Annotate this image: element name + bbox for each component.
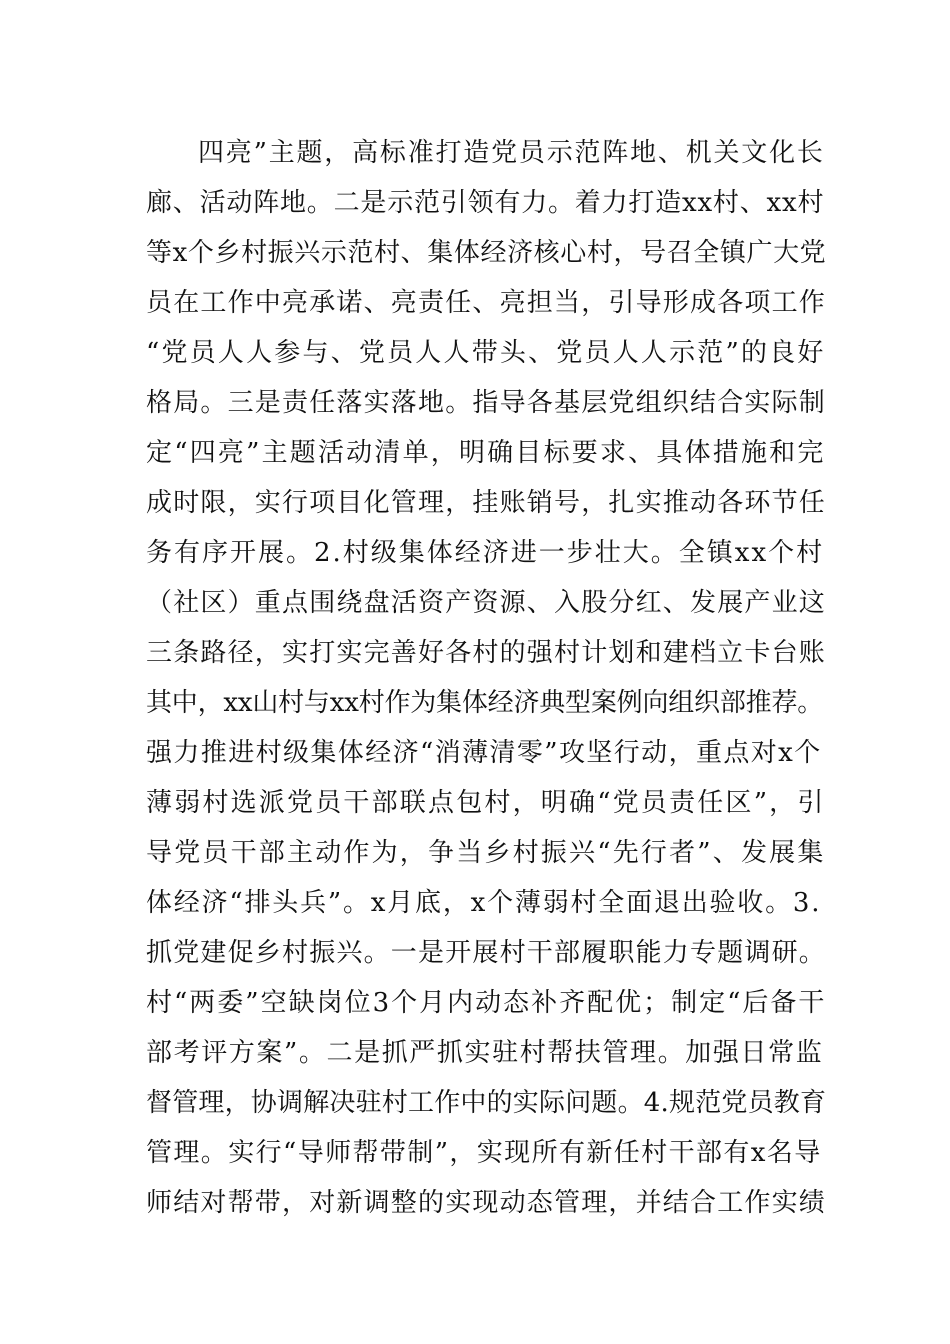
text-line: 务有序开展。2.村级集体经济进一步壮大。全镇xx个村 xyxy=(146,538,825,568)
text-line: 等x个乡村振兴示范村、集体经济核心村，号召全镇广大党 xyxy=(146,238,827,268)
text-line: 管理。实行“导师帮带制”，实现所有新任村干部有x名导 xyxy=(146,1138,822,1168)
text-line: 师结对帮带，对新调整的实现动态管理，并结合工作实绩 xyxy=(146,1188,827,1218)
text-line: 体经济“排头兵”。x月底，x个薄弱村全面退出验收。3. xyxy=(146,888,822,918)
text-line: 三条路径，实打实完善好各村的强村计划和建档立卡台账 xyxy=(146,638,827,668)
text-line: “党员人人参与、党员人人带头、党员人人示范”的良好 xyxy=(146,338,826,368)
text-line: 薄弱村选派党员干部联点包村，明确“党员责任区”，引 xyxy=(146,788,826,818)
text-line: 格局。三是责任落实落地。指导各基层党组织结合实际制 xyxy=(146,388,827,418)
text-line: 强力推进村级集体经济“消薄清零”攻坚行动，重点对x个 xyxy=(146,738,822,768)
body-paragraph xyxy=(146,128,826,1228)
text-line: 部考评方案”。二是抓严抓实驻村帮扶管理。加强日常监 xyxy=(146,1038,824,1068)
text-line: （社区）重点围绕盘活资产资源、入股分红、发展产业这 xyxy=(146,588,827,618)
text-line: 成时限，实行项目化管理，挂账销号，扎实推动各环节任 xyxy=(146,488,827,518)
text-line: 其中，xx山村与xx村作为集体经济典型案例向组织部推荐。 xyxy=(146,688,824,718)
text-line: 定“四亮”主题活动清单，明确目标要求、具体措施和完 xyxy=(146,438,826,468)
text-line: 廊、活动阵地。二是示范引领有力。着力打造xx村、xx村 xyxy=(146,188,825,218)
text-line: 抓党建促乡村振兴。一是开展村干部履职能力专题调研。 xyxy=(146,938,827,968)
text-line: 员在工作中亮承诺、亮责任、亮担当，引导形成各项工作 xyxy=(146,288,827,318)
text-line: 导党员干部主动作为，争当乡村振兴“先行者”、发展集 xyxy=(146,838,826,868)
text-line: 督管理，协调解决驻村工作中的实际问题。4.规范党员教育 xyxy=(146,1088,827,1118)
text-line: 四亮”主题，高标准打造党员示范阵地、机关文化长 xyxy=(198,138,825,168)
text-line: 村“两委”空缺岗位3个月内动态补齐配优；制定“后备干 xyxy=(146,988,827,1018)
